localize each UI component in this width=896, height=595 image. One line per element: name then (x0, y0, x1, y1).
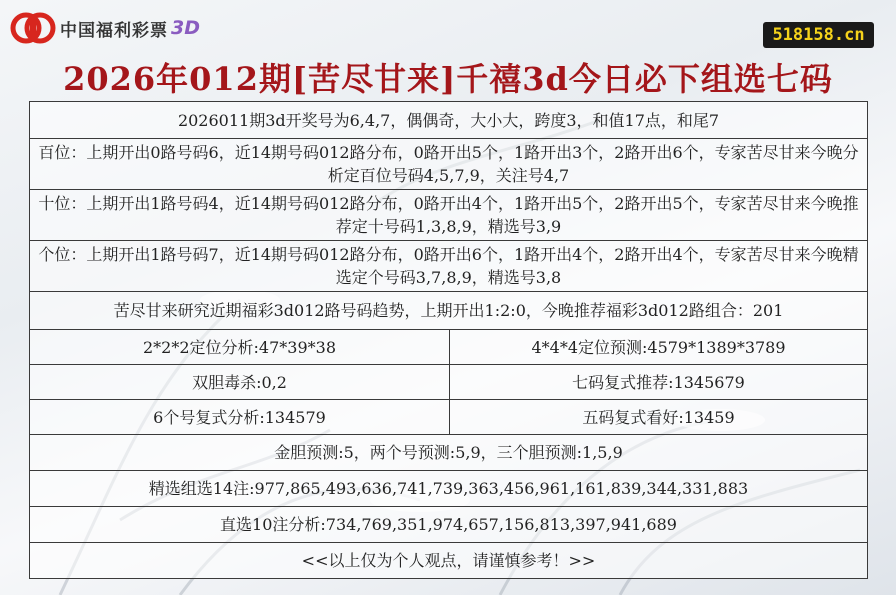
gold-cell: 金胆预测:5，两个号预测:5,9，三个胆预测:1,5,9 (30, 435, 868, 471)
last-draw-cell: 2026011期3d开奖号为6,4,7，偶偶奇，大小大，跨度3，和值17点，和尾7 (30, 102, 868, 139)
logo-3d: 3D (171, 17, 200, 39)
prediction-table (29, 101, 868, 579)
tens-cell: 十位：上期开出1路号码4，近14期号码012路分布，0路开出4个，1路开出5个，2路开出5个，专家苦尽甘来今晚推荐定十号码1,3,8,9，精选号3,9 (30, 190, 868, 241)
double-kill-cell: 双胆毒杀:0,2 (30, 365, 450, 400)
site-badge: 518158.cn (763, 22, 874, 48)
table-row (30, 543, 868, 579)
table-row (30, 139, 868, 190)
lottery-logo-icon (10, 8, 56, 48)
table-row (30, 292, 868, 330)
direct10-cell: 直选10注分析:734,769,351,974,657,156,813,397,941,689 (30, 507, 868, 543)
table-row (30, 400, 868, 435)
page-title: 2026年012期[苦尽甘来]千禧3d今日必下组选七码 (63, 60, 833, 98)
logo-text: 中国福利彩票 (60, 20, 168, 41)
seven-combo-cell: 七码复式推荐:1345679 (450, 365, 868, 400)
disclaimer-cell: <<以上仅为个人观点，请谨慎参考！>> (30, 543, 868, 579)
lottery-logo (10, 8, 200, 48)
table-row (30, 365, 868, 400)
units-cell: 个位：上期开出1路号码7，近14期号码012路分布，0路开出6个，1路开出4个，2路开出4个，专家苦尽甘来今晚精选定个号码3,7,8,9，精选号3,8 (30, 241, 868, 292)
pos-222-cell: 2*2*2定位分析:47*39*38 (30, 330, 450, 365)
group14-cell: 精选组选14注:977,865,493,636,741,739,363,456,961,161,839,344,331,883 (30, 471, 868, 507)
table-row (30, 330, 868, 365)
pos-444-cell: 4*4*4定位预测:4579*1389*3789 (450, 330, 868, 365)
table-row (30, 507, 868, 543)
six-combo-cell: 6个号复式分析:134579 (30, 400, 450, 435)
table-row (30, 102, 868, 139)
table-row (30, 435, 868, 471)
table-row (30, 241, 868, 292)
five-combo-cell: 五码复式看好:13459 (450, 400, 868, 435)
table-row (30, 471, 868, 507)
hundreds-cell: 百位：上期开出0路号码6，近14期号码012路分布，0路开出5个，1路开出3个，2路开出6个，专家苦尽甘来今晚分析定百位号码4,5,7,9，关注号4,7 (30, 139, 868, 190)
table-row (30, 190, 868, 241)
road-trend-cell: 苦尽甘来研究近期福彩3d012路号码趋势，上期开出1:2:0，今晚推荐福彩3d012路组合：201 (30, 292, 868, 330)
